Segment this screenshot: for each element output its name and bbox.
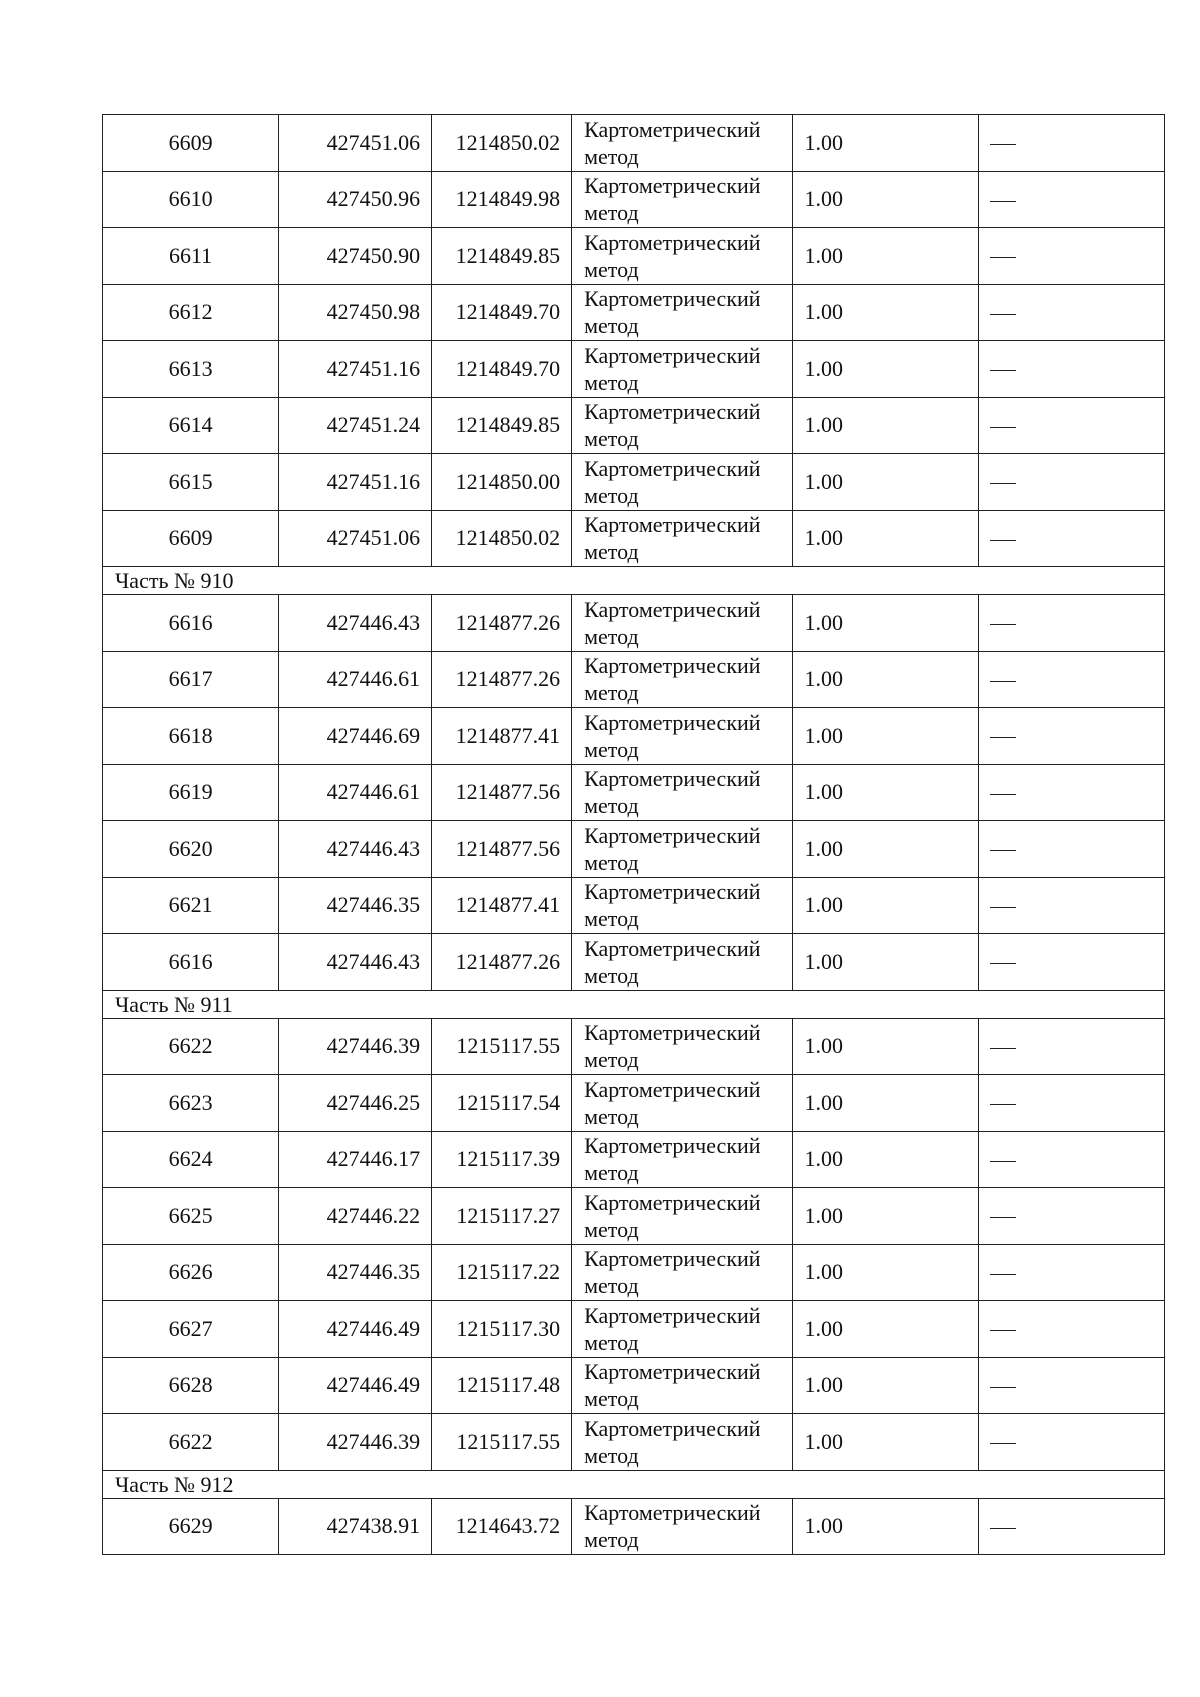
accuracy-cell: 1.00 — [792, 115, 978, 172]
part-header-row — [103, 567, 1165, 595]
x-coordinate-cell: 427446.61 — [279, 651, 432, 708]
dash-mark — [990, 427, 1016, 428]
method-line-2: метод — [584, 1047, 639, 1073]
method-line-1: Картометрический — [584, 1500, 761, 1526]
method-line-1: Картометрический — [584, 1020, 761, 1046]
dash-mark — [990, 1443, 1016, 1444]
accuracy-cell: 1.00 — [792, 1498, 978, 1555]
point-number-cell: 6621 — [103, 877, 279, 934]
point-number-cell: 6612 — [103, 284, 279, 341]
point-number-cell: 6615 — [103, 454, 279, 511]
description-cell — [978, 1244, 1164, 1301]
dash-mark — [990, 1274, 1016, 1275]
method-line-2: метод — [584, 1329, 639, 1355]
accuracy-cell: 1.00 — [792, 397, 978, 454]
dash-mark — [990, 794, 1016, 795]
dash-mark — [990, 907, 1016, 908]
method-line-1: Картометрический — [584, 286, 761, 312]
point-number-cell: 6616 — [103, 934, 279, 991]
table-row — [103, 595, 1165, 652]
point-number-cell: 6626 — [103, 1244, 279, 1301]
method-line-1: Картометрический — [584, 1076, 761, 1102]
x-coordinate-cell: 427446.49 — [279, 1301, 432, 1358]
point-number-cell: 6611 — [103, 228, 279, 285]
accuracy-cell: 1.00 — [792, 1018, 978, 1075]
part-label: Часть № 910 — [103, 567, 1165, 595]
x-coordinate-cell: 427446.43 — [279, 595, 432, 652]
table-row — [103, 1498, 1165, 1555]
y-coordinate-cell: 1214849.98 — [432, 171, 572, 228]
dash-mark — [990, 963, 1016, 964]
y-coordinate-cell: 1214849.85 — [432, 228, 572, 285]
method-line-1: Картометрический — [584, 399, 761, 425]
method-line-2: метод — [584, 313, 639, 339]
accuracy-cell: 1.00 — [792, 1414, 978, 1471]
description-cell — [978, 764, 1164, 821]
dash-mark — [990, 257, 1016, 258]
method-line-2: метод — [584, 1386, 639, 1412]
method-line-2: метод — [584, 736, 639, 762]
dash-mark — [990, 624, 1016, 625]
method-line-2: метод — [584, 200, 639, 226]
table-row — [103, 510, 1165, 567]
description-cell — [978, 708, 1164, 765]
description-cell — [978, 877, 1164, 934]
point-number-cell: 6624 — [103, 1131, 279, 1188]
method-cell — [572, 284, 792, 341]
method-line-2: метод — [584, 1527, 639, 1553]
accuracy-cell: 1.00 — [792, 1075, 978, 1132]
y-coordinate-cell: 1214849.85 — [432, 397, 572, 454]
method-cell — [572, 454, 792, 511]
y-coordinate-cell: 1215117.30 — [432, 1301, 572, 1358]
method-line-1: Картометрический — [584, 879, 761, 905]
method-cell — [572, 1414, 792, 1471]
dash-mark — [990, 1387, 1016, 1388]
point-number-cell: 6614 — [103, 397, 279, 454]
x-coordinate-cell: 427446.43 — [279, 934, 432, 991]
y-coordinate-cell: 1215117.55 — [432, 1414, 572, 1471]
method-line-2: метод — [584, 426, 639, 452]
method-line-1: Картометрический — [584, 1246, 761, 1272]
x-coordinate-cell: 427451.16 — [279, 341, 432, 398]
y-coordinate-cell: 1214877.41 — [432, 877, 572, 934]
description-cell — [978, 1414, 1164, 1471]
y-coordinate-cell: 1215117.27 — [432, 1188, 572, 1245]
accuracy-cell: 1.00 — [792, 1357, 978, 1414]
method-line-2: метод — [584, 1160, 639, 1186]
point-number-cell: 6629 — [103, 1498, 279, 1555]
part-header-row — [103, 990, 1165, 1018]
accuracy-cell: 1.00 — [792, 510, 978, 567]
description-cell — [978, 341, 1164, 398]
point-number-cell: 6628 — [103, 1357, 279, 1414]
table-row — [103, 1414, 1165, 1471]
y-coordinate-cell: 1214850.00 — [432, 454, 572, 511]
table-row — [103, 454, 1165, 511]
accuracy-cell: 1.00 — [792, 341, 978, 398]
method-cell — [572, 1301, 792, 1358]
method-line-1: Картометрический — [584, 1359, 761, 1385]
method-line-1: Картометрический — [584, 709, 761, 735]
accuracy-cell: 1.00 — [792, 1244, 978, 1301]
y-coordinate-cell: 1214877.41 — [432, 708, 572, 765]
coordinates-document-page — [102, 114, 1165, 1555]
dash-mark — [990, 1330, 1016, 1331]
y-coordinate-cell: 1214850.02 — [432, 510, 572, 567]
method-cell — [572, 171, 792, 228]
dash-mark — [990, 681, 1016, 682]
method-line-2: метод — [584, 482, 639, 508]
dash-mark — [990, 370, 1016, 371]
method-line-1: Картометрический — [584, 822, 761, 848]
x-coordinate-cell: 427446.35 — [279, 1244, 432, 1301]
method-line-2: метод — [584, 143, 639, 169]
accuracy-cell: 1.00 — [792, 1188, 978, 1245]
description-cell — [978, 1357, 1164, 1414]
description-cell — [978, 1498, 1164, 1555]
point-number-cell: 6613 — [103, 341, 279, 398]
y-coordinate-cell: 1215117.22 — [432, 1244, 572, 1301]
accuracy-cell: 1.00 — [792, 934, 978, 991]
dash-mark — [990, 850, 1016, 851]
description-cell — [978, 1188, 1164, 1245]
point-number-cell: 6627 — [103, 1301, 279, 1358]
method-line-2: метод — [584, 849, 639, 875]
y-coordinate-cell: 1214850.02 — [432, 115, 572, 172]
x-coordinate-cell: 427446.69 — [279, 708, 432, 765]
method-line-1: Картометрический — [584, 455, 761, 481]
y-coordinate-cell: 1214643.72 — [432, 1498, 572, 1555]
description-cell — [978, 1018, 1164, 1075]
x-coordinate-cell: 427446.22 — [279, 1188, 432, 1245]
method-cell — [572, 1018, 792, 1075]
method-line-1: Картометрический — [584, 1302, 761, 1328]
accuracy-cell: 1.00 — [792, 821, 978, 878]
description-cell — [978, 934, 1164, 991]
table-row — [103, 341, 1165, 398]
y-coordinate-cell: 1214877.56 — [432, 821, 572, 878]
table-row — [103, 115, 1165, 172]
table-row — [103, 284, 1165, 341]
method-cell — [572, 115, 792, 172]
accuracy-cell: 1.00 — [792, 454, 978, 511]
point-number-cell: 6622 — [103, 1414, 279, 1471]
method-cell — [572, 764, 792, 821]
table-row — [103, 1131, 1165, 1188]
dash-mark — [990, 1528, 1016, 1529]
method-line-2: метод — [584, 369, 639, 395]
method-line-2: метод — [584, 1103, 639, 1129]
x-coordinate-cell: 427450.90 — [279, 228, 432, 285]
method-line-2: метод — [584, 623, 639, 649]
table-row — [103, 1188, 1165, 1245]
method-line-1: Картометрический — [584, 596, 761, 622]
part-label: Часть № 912 — [103, 1470, 1165, 1498]
point-number-cell: 6617 — [103, 651, 279, 708]
accuracy-cell: 1.00 — [792, 284, 978, 341]
y-coordinate-cell: 1214877.26 — [432, 595, 572, 652]
table-row — [103, 1301, 1165, 1358]
method-line-2: метод — [584, 539, 639, 565]
method-cell — [572, 708, 792, 765]
dash-mark — [990, 737, 1016, 738]
point-number-cell: 6616 — [103, 595, 279, 652]
table-row — [103, 708, 1165, 765]
x-coordinate-cell: 427450.98 — [279, 284, 432, 341]
method-line-1: Картометрический — [584, 935, 761, 961]
accuracy-cell: 1.00 — [792, 595, 978, 652]
description-cell — [978, 651, 1164, 708]
table-row — [103, 1075, 1165, 1132]
x-coordinate-cell: 427446.43 — [279, 821, 432, 878]
dash-mark — [990, 314, 1016, 315]
y-coordinate-cell: 1215117.55 — [432, 1018, 572, 1075]
method-line-2: метод — [584, 1273, 639, 1299]
method-line-1: Картометрический — [584, 1415, 761, 1441]
table-row — [103, 934, 1165, 991]
dash-mark — [990, 144, 1016, 145]
table-row — [103, 821, 1165, 878]
description-cell — [978, 115, 1164, 172]
coordinates-table — [102, 114, 1165, 1555]
method-line-1: Картометрический — [584, 1189, 761, 1215]
table-row — [103, 651, 1165, 708]
x-coordinate-cell: 427451.24 — [279, 397, 432, 454]
method-cell — [572, 341, 792, 398]
method-line-1: Картометрический — [584, 116, 761, 142]
y-coordinate-cell: 1214877.56 — [432, 764, 572, 821]
table-row — [103, 397, 1165, 454]
x-coordinate-cell: 427451.06 — [279, 115, 432, 172]
part-label: Часть № 911 — [103, 990, 1165, 1018]
dash-mark — [990, 1104, 1016, 1105]
accuracy-cell: 1.00 — [792, 651, 978, 708]
y-coordinate-cell: 1214849.70 — [432, 341, 572, 398]
method-cell — [572, 397, 792, 454]
accuracy-cell: 1.00 — [792, 1301, 978, 1358]
description-cell — [978, 454, 1164, 511]
y-coordinate-cell: 1214849.70 — [432, 284, 572, 341]
method-line-2: метод — [584, 793, 639, 819]
x-coordinate-cell: 427446.39 — [279, 1414, 432, 1471]
description-cell — [978, 510, 1164, 567]
description-cell — [978, 284, 1164, 341]
method-cell — [572, 595, 792, 652]
description-cell — [978, 1075, 1164, 1132]
x-coordinate-cell: 427451.06 — [279, 510, 432, 567]
x-coordinate-cell: 427446.39 — [279, 1018, 432, 1075]
x-coordinate-cell: 427450.96 — [279, 171, 432, 228]
accuracy-cell: 1.00 — [792, 877, 978, 934]
method-cell — [572, 821, 792, 878]
table-row — [103, 1244, 1165, 1301]
y-coordinate-cell: 1214877.26 — [432, 934, 572, 991]
table-row — [103, 171, 1165, 228]
y-coordinate-cell: 1215117.54 — [432, 1075, 572, 1132]
x-coordinate-cell: 427438.91 — [279, 1498, 432, 1555]
x-coordinate-cell: 427446.35 — [279, 877, 432, 934]
description-cell — [978, 1131, 1164, 1188]
dash-mark — [990, 1048, 1016, 1049]
point-number-cell: 6620 — [103, 821, 279, 878]
method-line-1: Картометрический — [584, 766, 761, 792]
x-coordinate-cell: 427446.25 — [279, 1075, 432, 1132]
table-row — [103, 1018, 1165, 1075]
method-line-2: метод — [584, 256, 639, 282]
method-cell — [572, 934, 792, 991]
point-number-cell: 6623 — [103, 1075, 279, 1132]
description-cell — [978, 397, 1164, 454]
y-coordinate-cell: 1215117.39 — [432, 1131, 572, 1188]
dash-mark — [990, 201, 1016, 202]
point-number-cell: 6619 — [103, 764, 279, 821]
method-cell — [572, 877, 792, 934]
x-coordinate-cell: 427446.49 — [279, 1357, 432, 1414]
accuracy-cell: 1.00 — [792, 171, 978, 228]
description-cell — [978, 595, 1164, 652]
point-number-cell: 6609 — [103, 115, 279, 172]
method-line-2: метод — [584, 1442, 639, 1468]
accuracy-cell: 1.00 — [792, 228, 978, 285]
table-row — [103, 764, 1165, 821]
description-cell — [978, 228, 1164, 285]
method-cell — [572, 1131, 792, 1188]
point-number-cell: 6610 — [103, 171, 279, 228]
part-header-row — [103, 1470, 1165, 1498]
method-line-1: Картометрический — [584, 1133, 761, 1159]
table-row — [103, 228, 1165, 285]
dash-mark — [990, 483, 1016, 484]
dash-mark — [990, 1217, 1016, 1218]
method-cell — [572, 1075, 792, 1132]
y-coordinate-cell: 1214877.26 — [432, 651, 572, 708]
y-coordinate-cell: 1215117.48 — [432, 1357, 572, 1414]
accuracy-cell: 1.00 — [792, 708, 978, 765]
method-line-1: Картометрический — [584, 512, 761, 538]
accuracy-cell: 1.00 — [792, 764, 978, 821]
method-line-1: Картометрический — [584, 342, 761, 368]
x-coordinate-cell: 427451.16 — [279, 454, 432, 511]
method-cell — [572, 1188, 792, 1245]
method-cell — [572, 1498, 792, 1555]
method-line-2: метод — [584, 1216, 639, 1242]
method-line-1: Картометрический — [584, 653, 761, 679]
point-number-cell: 6609 — [103, 510, 279, 567]
table-row — [103, 877, 1165, 934]
x-coordinate-cell: 427446.61 — [279, 764, 432, 821]
point-number-cell: 6622 — [103, 1018, 279, 1075]
description-cell — [978, 171, 1164, 228]
description-cell — [978, 1301, 1164, 1358]
dash-mark — [990, 540, 1016, 541]
x-coordinate-cell: 427446.17 — [279, 1131, 432, 1188]
point-number-cell: 6625 — [103, 1188, 279, 1245]
method-cell — [572, 651, 792, 708]
point-number-cell: 6618 — [103, 708, 279, 765]
method-cell — [572, 510, 792, 567]
method-line-2: метод — [584, 906, 639, 932]
dash-mark — [990, 1161, 1016, 1162]
description-cell — [978, 821, 1164, 878]
method-line-1: Картометрический — [584, 173, 761, 199]
method-cell — [572, 1244, 792, 1301]
method-line-2: метод — [584, 680, 639, 706]
coordinates-table-body — [103, 115, 1165, 1555]
method-cell — [572, 1357, 792, 1414]
method-line-2: метод — [584, 962, 639, 988]
method-cell — [572, 228, 792, 285]
method-line-1: Картометрический — [584, 229, 761, 255]
table-row — [103, 1357, 1165, 1414]
accuracy-cell: 1.00 — [792, 1131, 978, 1188]
